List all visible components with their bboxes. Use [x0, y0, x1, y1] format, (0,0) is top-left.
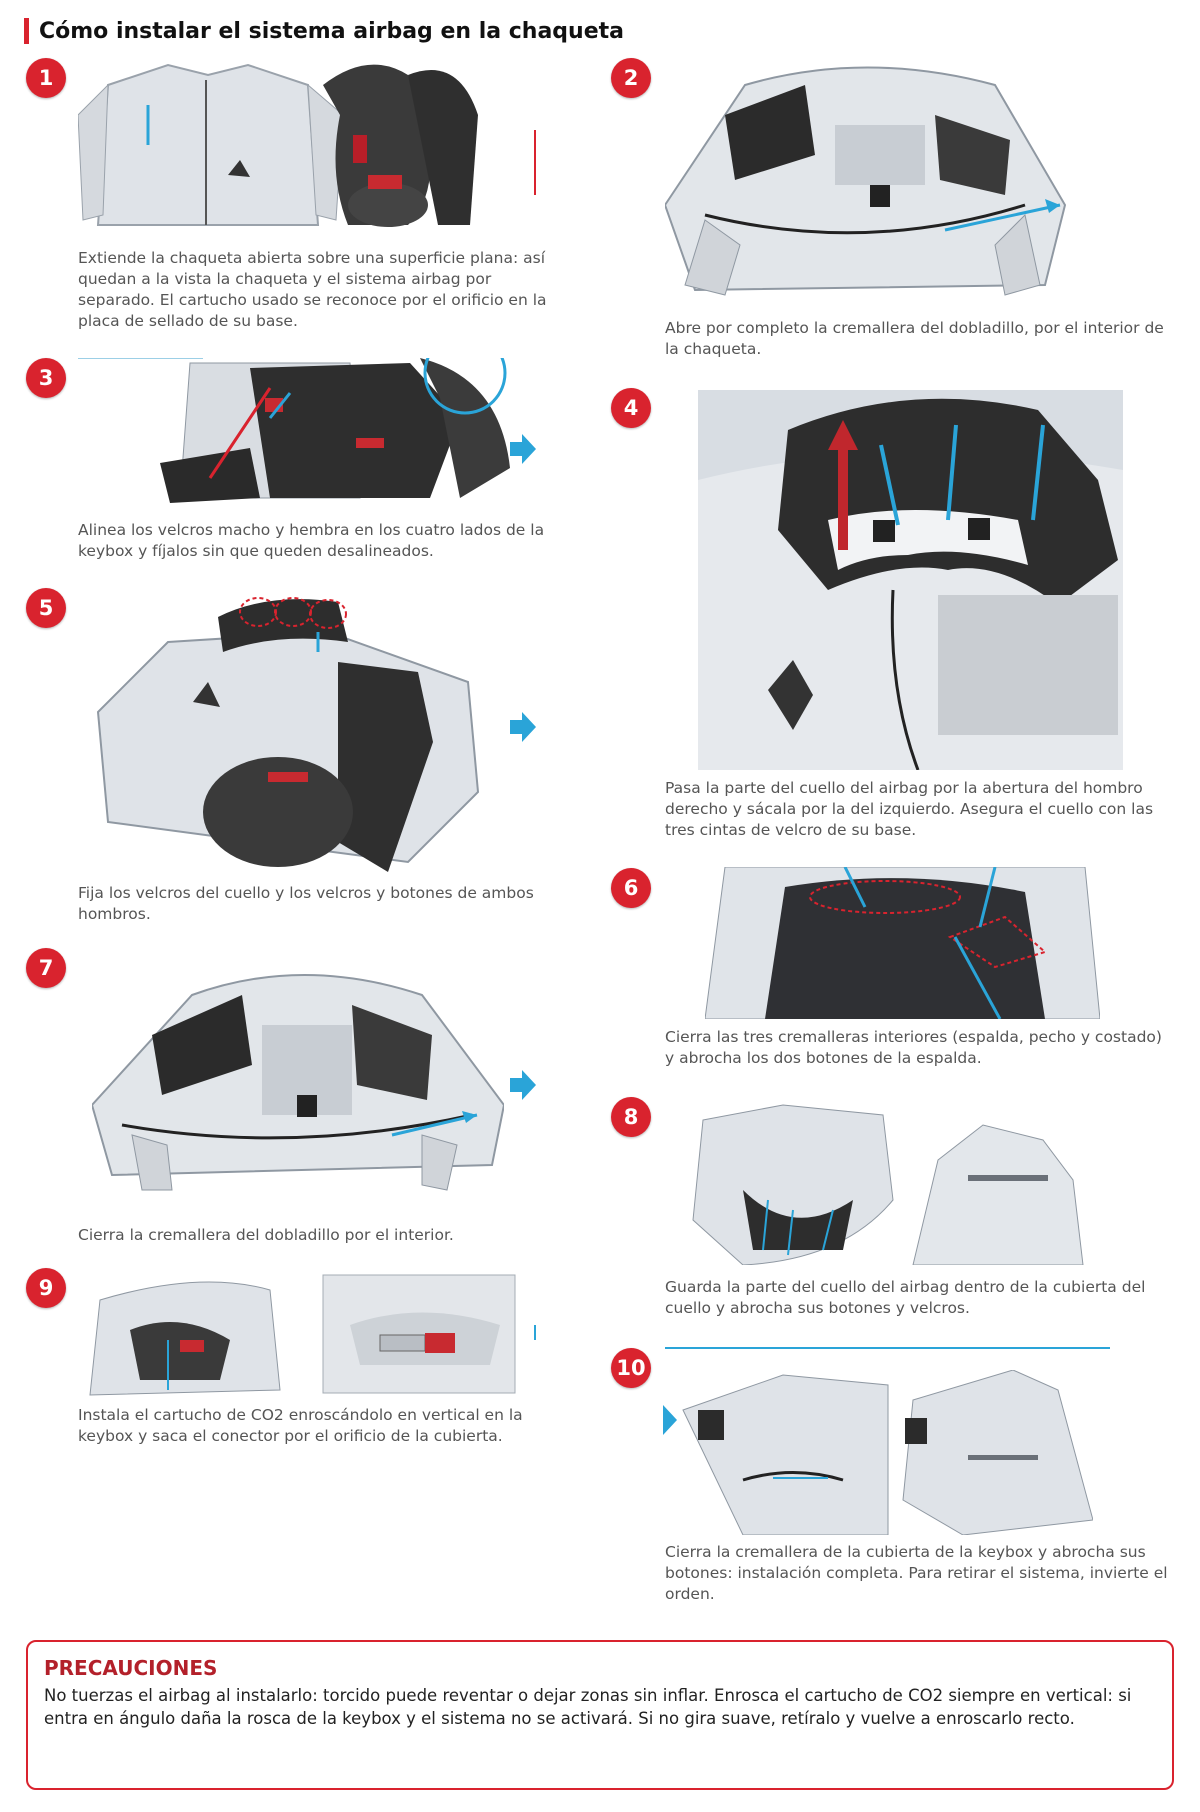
step-2-badge: 2	[611, 58, 651, 98]
title-accent-bar	[24, 18, 29, 44]
step-5-illustration	[88, 592, 498, 877]
step-5-badge: 5	[26, 588, 66, 628]
step-8-badge: 8	[611, 1097, 651, 1137]
step-9-badge: 9	[26, 1268, 66, 1308]
step-10-illustration	[663, 1370, 1093, 1535]
step-5-caption: Fija los velcros del cuello y los velcros y botones de ambos hombros.	[78, 884, 534, 923]
step-10-guide-line	[665, 1347, 1110, 1349]
step-1-illustration	[78, 55, 538, 230]
step-10-caption: Cierra la cremallera de la cubierta de la keybox y abrocha sus botones: instalación completa. Para retirar el sistema, invierte el orden.	[665, 1543, 1168, 1603]
step-2-illustration	[665, 55, 1080, 310]
step-8-caption: Guarda la parte del cuello del airbag dentro de la cubierta del cuello y abrocha sus botones y velcros.	[665, 1278, 1146, 1317]
next-arrow-icon	[510, 1070, 536, 1104]
step-9-caption: Instala el cartucho de CO2 enroscándolo en vertical en la keybox y saca el conector por el orificio de la cubierta.	[78, 1406, 523, 1445]
step-3-caption: Alinea los velcros macho y hembra en los cuatro lados de la keybox y fíjalos sin que queden desalineados.	[78, 521, 545, 560]
step-3-illustration	[160, 358, 515, 505]
step-1-caption: Extiende la chaqueta abierta sobre una superficie plana: así quedan a la vista la chaqueta y el sistema airbag por separado. El cartucho usado se reconoce por el orificio en la placa de sellado de su base.	[78, 249, 547, 330]
page-title: Cómo instalar el sistema airbag en la chaqueta	[39, 18, 624, 44]
next-arrow-icon	[510, 712, 536, 746]
step-7-badge: 7	[26, 948, 66, 988]
page-header	[24, 18, 624, 44]
step-7-caption: Cierra la cremallera del dobladillo por el interior.	[78, 1226, 454, 1244]
step-6-badge: 6	[611, 868, 651, 908]
step-6-illustration	[705, 867, 1100, 1019]
precautions-box	[26, 1640, 1174, 1790]
step-7-illustration	[92, 965, 504, 1200]
step-10-badge: 10	[611, 1348, 651, 1388]
precautions-heading: PRECAUCIONES	[44, 1656, 218, 1680]
precautions-text: No tuerzas el airbag al instalarlo: torcido puede reventar o dejar zonas sin inflar. Enrosca el cartucho de CO2 siempre en vertical: si entra en ángulo daña la rosca de la keybox y el sistema no se activará. Si no gira suave, retíralo y vuelve a enroscarlo recto.	[44, 1686, 1132, 1728]
step-3-badge: 3	[26, 358, 66, 398]
step-4-illustration	[698, 390, 1123, 770]
step-4-badge: 4	[611, 388, 651, 428]
next-arrow-icon	[510, 434, 536, 468]
step-4-caption: Pasa la parte del cuello del airbag por la abertura del hombro derecho y sácala por la del izquierdo. Asegura el cuello con las tres cintas de velcro de su base.	[665, 779, 1154, 839]
step-8-illustration	[683, 1100, 1090, 1265]
step-2-caption: Abre por completo la cremallera del dobladillo, por el interior de la chaqueta.	[665, 319, 1164, 358]
step-9-illustration	[80, 1270, 538, 1398]
step-6-caption: Cierra las tres cremalleras interiores (espalda, pecho y costado) y abrocha los dos botones de la espalda.	[665, 1028, 1162, 1067]
step-1-badge: 1	[26, 58, 66, 98]
